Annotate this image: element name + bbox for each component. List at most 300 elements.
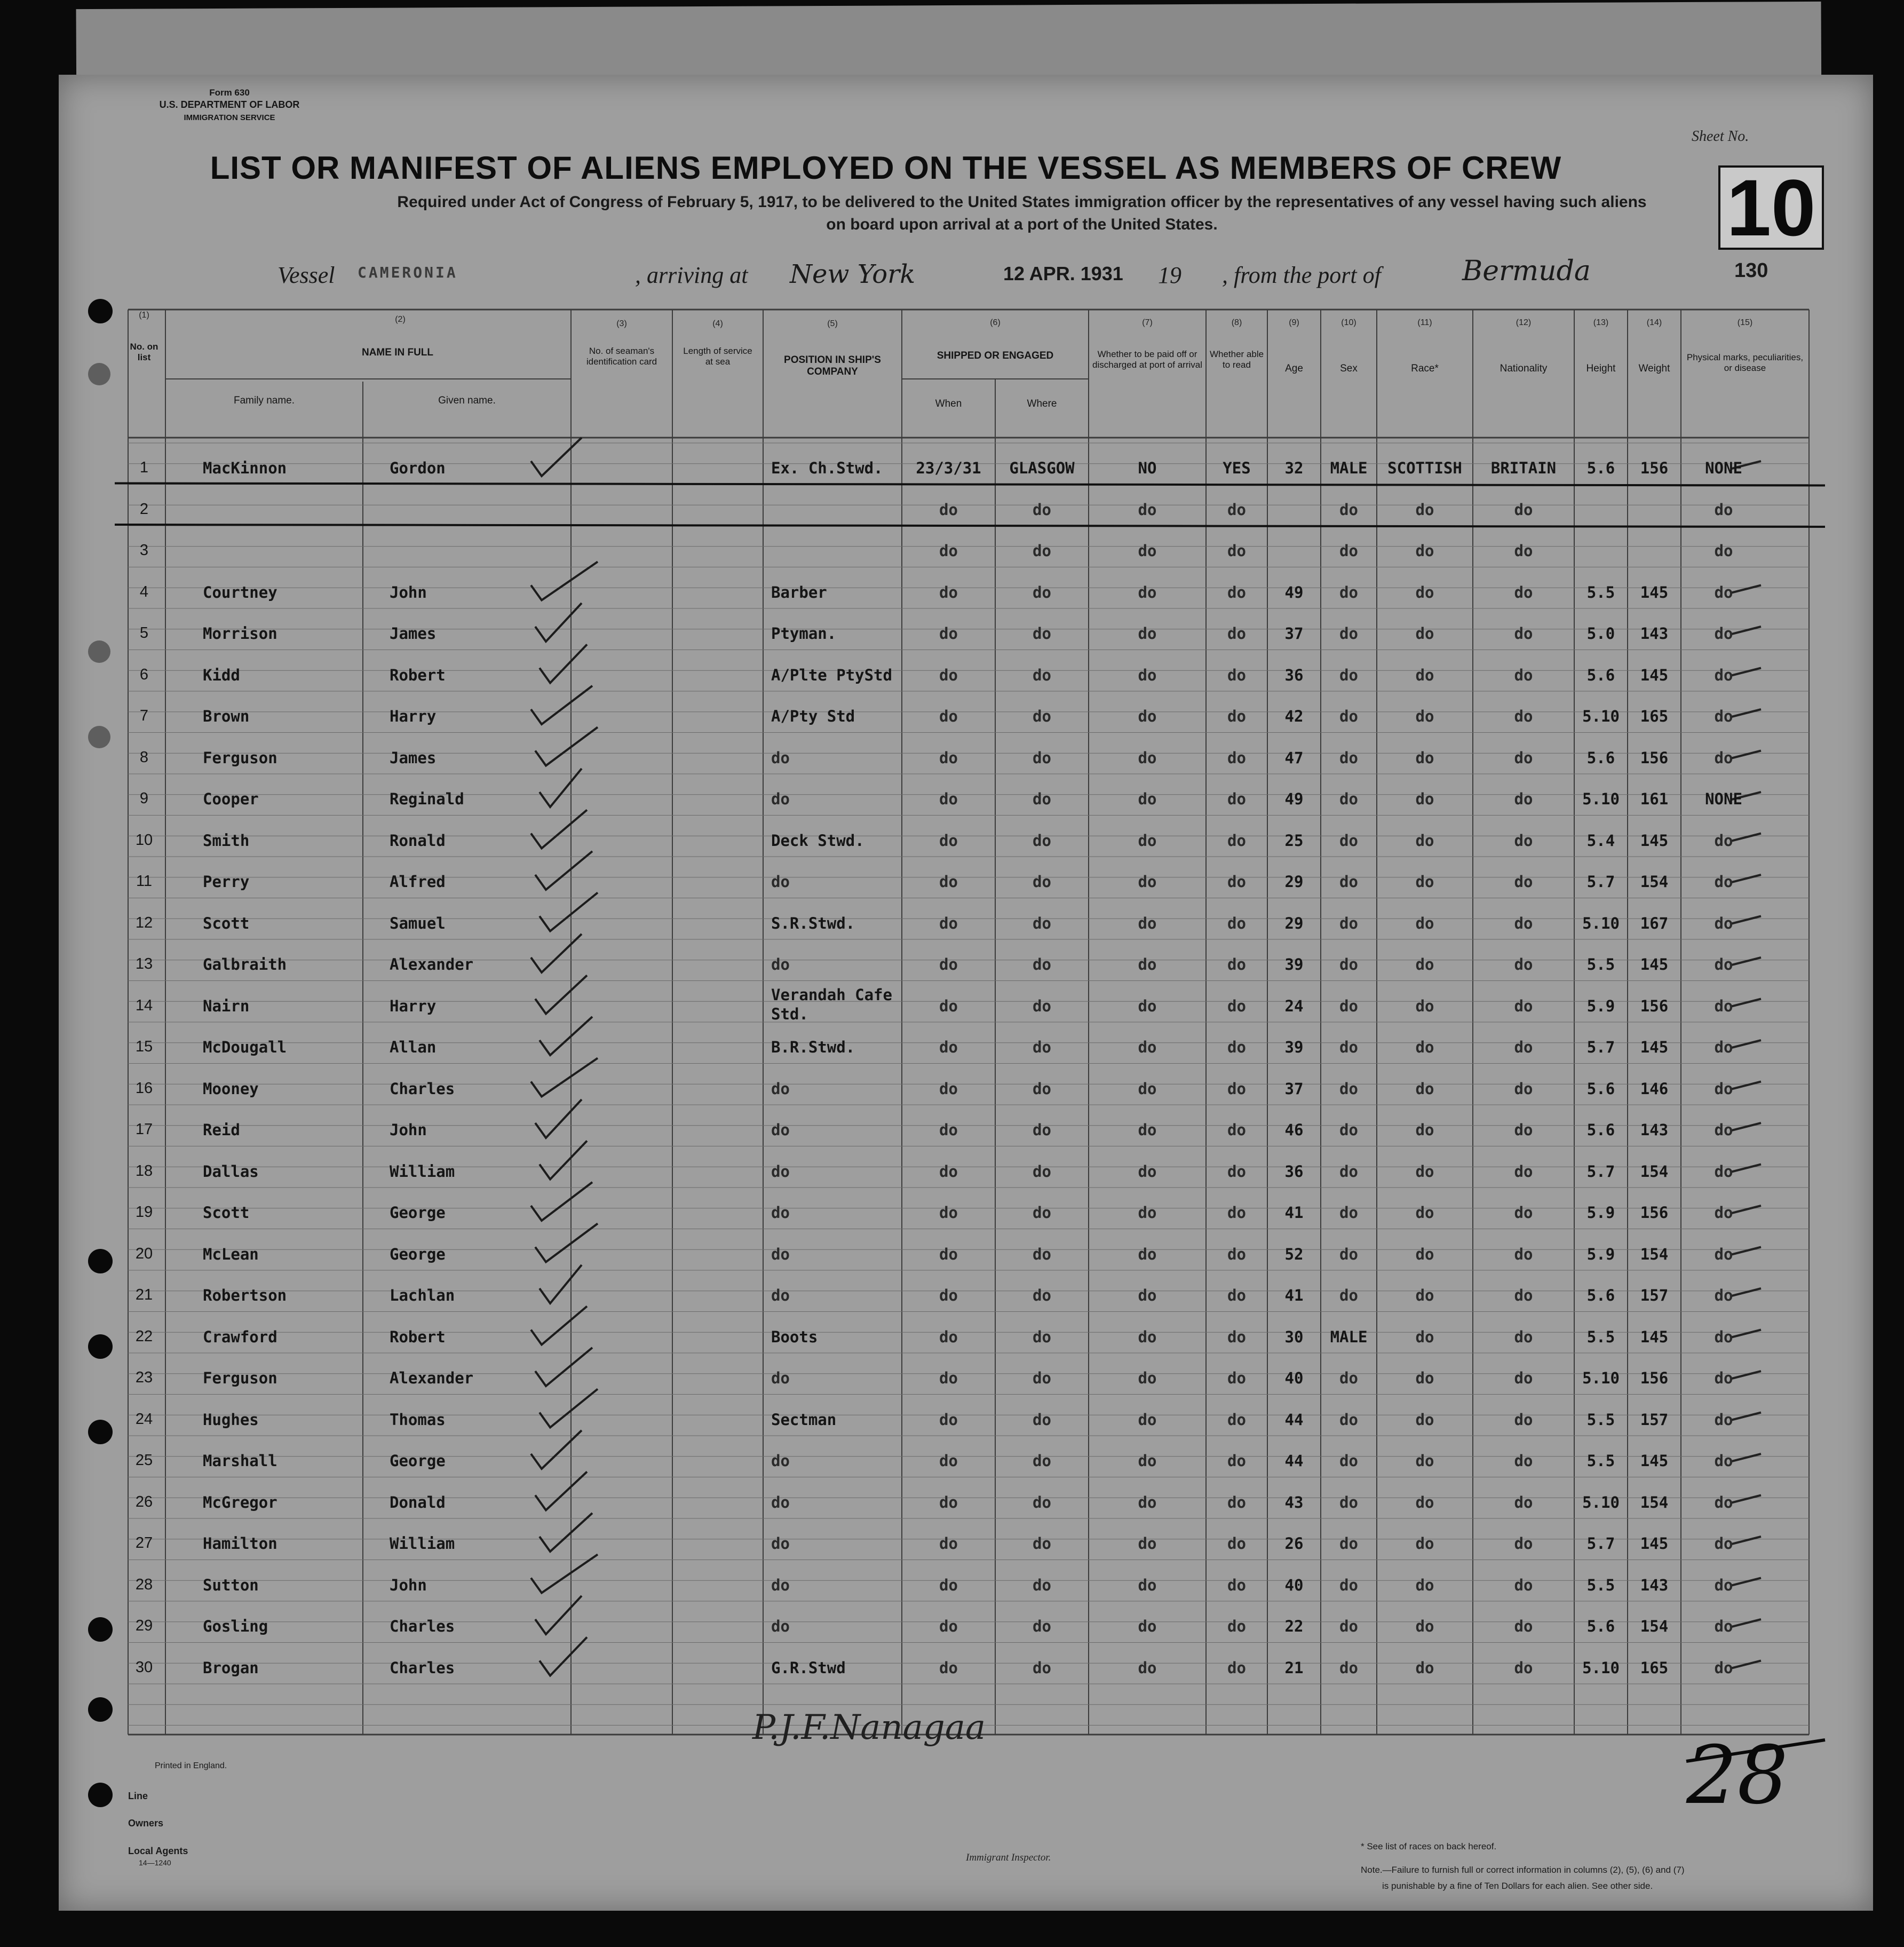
cell-where: do [1033, 873, 1051, 891]
col-num: (15) [1737, 318, 1753, 327]
cell-given: Lachlan [390, 1286, 455, 1304]
cell-no: 4 [139, 583, 149, 600]
cell-paid: do [1138, 748, 1157, 767]
cell-nationality: do [1514, 1162, 1533, 1181]
cell-age: 29 [1284, 914, 1304, 932]
header-family-name: Family name. [233, 395, 295, 406]
cell-paid: do [1138, 996, 1157, 1015]
cell-no: 12 [135, 914, 153, 931]
cell-sex: do [1339, 1534, 1358, 1553]
cell-height: 5.7 [1586, 1162, 1615, 1181]
cell-no: 24 [135, 1410, 153, 1428]
cell-given: Alexander [390, 1369, 474, 1387]
col-num: (3) [616, 319, 627, 328]
cell-marks: do [1714, 583, 1733, 601]
from-port-label: , from the port of [1222, 262, 1381, 288]
cell-where: do [1033, 707, 1051, 725]
cell-race: do [1415, 707, 1434, 725]
cell-sex: do [1339, 914, 1358, 932]
cell-read: do [1227, 1410, 1246, 1429]
cell-sex: do [1339, 1493, 1358, 1511]
col-num: (9) [1289, 318, 1299, 327]
cell-height: 5.5 [1586, 1410, 1615, 1429]
cell-nationality: do [1514, 666, 1533, 684]
cell-paid: do [1138, 1079, 1157, 1098]
cell-when: do [939, 1534, 958, 1553]
cell-nationality: do [1514, 1204, 1533, 1222]
cell-marks: do [1714, 1369, 1733, 1387]
cell-paid: do [1138, 955, 1157, 973]
cell-read: do [1227, 1617, 1246, 1635]
cell-race: do [1415, 542, 1434, 560]
cell-given: George [390, 1204, 446, 1222]
cell-sex: do [1339, 666, 1358, 684]
cell-given: Charles [390, 1079, 455, 1098]
cell-when: do [939, 748, 958, 767]
cell-no: 14 [135, 996, 153, 1014]
cell-marks: do [1714, 1245, 1733, 1263]
cell-weight: 156 [1640, 996, 1669, 1015]
cell-height: 5.9 [1586, 1204, 1615, 1222]
cell-marks: do [1714, 831, 1733, 850]
cell-sex: do [1339, 1204, 1358, 1222]
cell-weight: 145 [1640, 1327, 1669, 1346]
cell-position: Sectman [771, 1410, 837, 1429]
cell-paid: do [1138, 831, 1157, 850]
cell-no: 6 [139, 666, 149, 683]
cell-nationality: do [1514, 1658, 1533, 1677]
cell-weight: 161 [1640, 790, 1669, 808]
cell-read: do [1227, 1286, 1246, 1304]
cell-age: 39 [1284, 955, 1304, 973]
cell-nationality: do [1514, 831, 1533, 850]
cell-marks: do [1714, 1493, 1733, 1511]
cell-height: 5.7 [1586, 1038, 1615, 1056]
page-title: LIST OR MANIFEST OF ALIENS EMPLOYED ON THE VESSEL AS MEMBERS OF CREW [210, 150, 1562, 186]
cell-read: do [1227, 1038, 1246, 1056]
cell-family: McDougall [203, 1038, 287, 1056]
cell-family: Nairn [203, 996, 250, 1015]
cell-where: do [1033, 542, 1051, 560]
col-num: (6) [990, 318, 1001, 327]
cell-read: do [1227, 1369, 1246, 1387]
cell-marks: do [1714, 1452, 1733, 1470]
cell-paid: do [1138, 1452, 1157, 1470]
col-num: (13) [1593, 318, 1609, 327]
cell-race: do [1415, 748, 1434, 767]
header-shipped-engaged: SHIPPED OR ENGAGED [937, 350, 1054, 361]
cell-height: 5.7 [1586, 873, 1615, 891]
cell-where: do [1033, 583, 1051, 601]
cell-read: YES [1223, 459, 1251, 477]
cell-sex: do [1339, 1121, 1358, 1139]
cell-paid: do [1138, 1121, 1157, 1139]
strike-line [115, 484, 1825, 486]
cell-paid: do [1138, 1534, 1157, 1553]
cell-when: do [939, 1617, 958, 1635]
cell-marks: do [1714, 1162, 1733, 1181]
cell-when: do [939, 1452, 958, 1470]
cell-when: do [939, 1245, 958, 1263]
cell-race: do [1415, 1286, 1434, 1304]
cell-paid: do [1138, 1204, 1157, 1222]
cell-paid: do [1138, 1493, 1157, 1511]
cell-position: Deck Stwd. [771, 831, 864, 850]
cell-nationality: do [1514, 1576, 1533, 1594]
cell-when: do [939, 831, 958, 850]
form-number: Form 630 [209, 88, 250, 98]
cell-weight: 145 [1640, 1038, 1669, 1056]
cell-where: do [1033, 748, 1051, 767]
cell-age: 39 [1284, 1038, 1304, 1056]
cell-sex: do [1339, 500, 1358, 519]
arriving-label: , arriving at [635, 262, 748, 288]
cell-age: 32 [1284, 459, 1304, 477]
cell-nationality: do [1514, 1410, 1533, 1429]
cell-position: Barber [771, 583, 827, 601]
cell-age: 30 [1284, 1327, 1304, 1346]
header-height: Height [1586, 363, 1616, 374]
cell-given: Robert [390, 666, 446, 684]
cell-family: MacKinnon [203, 459, 287, 477]
cell-nationality: do [1514, 1452, 1533, 1470]
cell-height: 5.6 [1586, 1617, 1615, 1635]
cell-family: Smith [203, 831, 250, 850]
cell-read: do [1227, 873, 1246, 891]
cell-sex: do [1339, 873, 1358, 891]
cell-marks: do [1714, 1576, 1733, 1594]
cell-read: do [1227, 1162, 1246, 1181]
cell-sex: do [1339, 624, 1358, 643]
cell-age: 29 [1284, 873, 1304, 891]
fine-note: Note.—Failure to furnish full or correct information in columns (2), (5), (6) and (7) [1361, 1865, 1685, 1875]
cell-height: 5.5 [1586, 583, 1615, 601]
sheet-label: Sheet No. [1692, 128, 1749, 145]
cell-marks: NONE [1705, 459, 1742, 477]
cell-when: do [939, 1658, 958, 1677]
department-name: U.S. DEPARTMENT OF LABOR [159, 99, 300, 110]
cell-sex: do [1339, 1617, 1358, 1635]
cell-family: Gosling [203, 1617, 268, 1635]
inspector-signature: P.J.F.Nanagaa [752, 1708, 986, 1747]
cell-paid: do [1138, 1369, 1157, 1387]
cell-where: GLASGOW [1009, 459, 1075, 477]
cell-given: George [390, 1245, 446, 1263]
cell-given: Harry [390, 707, 437, 725]
cell-no: 25 [135, 1452, 153, 1469]
cell-race: do [1415, 1038, 1434, 1056]
header-name-in-full: NAME IN FULL [361, 347, 434, 358]
cell-given: George [390, 1452, 446, 1470]
tally-number: 28 [1686, 1729, 1788, 1822]
cell-race: do [1415, 624, 1434, 643]
cell-position: do [771, 1286, 790, 1304]
cell-no: 27 [135, 1534, 153, 1552]
cell-height: 5.6 [1586, 1121, 1615, 1139]
cell-height: 5.6 [1586, 1286, 1615, 1304]
cell-nationality: BRITAIN [1490, 459, 1557, 477]
cell-sex: do [1339, 707, 1358, 725]
cell-when: do [939, 1327, 958, 1346]
cell-given: Samuel [390, 914, 446, 932]
cell-weight: 143 [1640, 1121, 1669, 1139]
cell-given: Reginald [390, 790, 464, 808]
cell-age: 44 [1284, 1410, 1304, 1429]
cell-weight: 145 [1640, 1452, 1669, 1470]
cell-age: 21 [1284, 1658, 1304, 1677]
cell-read: do [1227, 1204, 1246, 1222]
cell-where: do [1033, 914, 1051, 932]
cell-marks: do [1714, 1204, 1733, 1222]
cell-where: do [1033, 1204, 1051, 1222]
cell-race: do [1415, 1204, 1434, 1222]
cell-when: do [939, 1493, 958, 1511]
cell-age: 37 [1284, 624, 1304, 643]
cell-family: Perry [203, 873, 250, 891]
cell-when: do [939, 955, 958, 973]
cell-family: Crawford [203, 1327, 277, 1346]
cell-read: do [1227, 1658, 1246, 1677]
cell-race: do [1415, 1327, 1434, 1346]
cell-age: 22 [1284, 1617, 1304, 1635]
cell-marks: do [1714, 542, 1733, 560]
cell-marks: do [1714, 1038, 1733, 1056]
cell-height: 5.7 [1586, 1534, 1615, 1553]
cell-family: Marshall [203, 1452, 277, 1470]
cell-position: do [771, 1121, 790, 1139]
cell-given: Allan [390, 1038, 437, 1056]
cell-family: Brogan [203, 1658, 259, 1677]
cell-no: 9 [139, 790, 149, 807]
cell-sex: do [1339, 955, 1358, 973]
cell-family: Galbraith [203, 955, 287, 973]
cell-given: Alexander [390, 955, 474, 973]
cell-when: do [939, 666, 958, 684]
cell-read: do [1227, 1245, 1246, 1263]
cell-when: 23/3/31 [916, 459, 981, 477]
cell-marks: NONE [1705, 790, 1742, 808]
cell-where: do [1033, 996, 1051, 1015]
cell-read: do [1227, 1079, 1246, 1098]
cell-no: 5 [139, 624, 149, 642]
cell-position: do [771, 1204, 790, 1222]
cell-where: do [1033, 790, 1051, 808]
cell-nationality: do [1514, 1038, 1533, 1056]
cell-sex: do [1339, 1410, 1358, 1429]
cell-no: 29 [135, 1617, 153, 1634]
cell-paid: do [1138, 1245, 1157, 1263]
cell-nationality: do [1514, 1617, 1533, 1635]
cell-given: John [390, 1576, 427, 1594]
cell-sex: do [1339, 790, 1358, 808]
fine-note-2: is punishable by a fine of Ten Dollars for each alien. See other side. [1382, 1881, 1653, 1891]
header-where: Where [1027, 398, 1057, 409]
cell-height: 5.10 [1582, 1658, 1620, 1677]
cell-no: 18 [135, 1162, 153, 1180]
cell-where: do [1033, 1576, 1051, 1594]
cell-weight: 156 [1640, 1204, 1669, 1222]
cell-read: do [1227, 1452, 1246, 1470]
cell-age: 26 [1284, 1534, 1304, 1553]
cell-nationality: do [1514, 1327, 1533, 1346]
cell-when: do [939, 996, 958, 1015]
cell-position: do [771, 790, 790, 808]
col-num: (4) [712, 319, 723, 328]
cell-where: do [1033, 624, 1051, 643]
header-physical-marks: Physical marks, peculiarities, or disease [1686, 352, 1804, 373]
col-num: (10) [1341, 318, 1356, 327]
cell-nationality: do [1514, 500, 1533, 519]
cell-marks: do [1714, 500, 1733, 519]
cell-family: Robertson [203, 1286, 287, 1304]
cell-weight: 145 [1640, 955, 1669, 973]
arriving-port: New York [790, 259, 916, 289]
cell-paid: do [1138, 1617, 1157, 1635]
cell-age: 37 [1284, 1079, 1304, 1098]
cell-height: 5.6 [1586, 748, 1615, 767]
cell-where: do [1033, 1079, 1051, 1098]
cell-height: 5.10 [1582, 914, 1620, 932]
cell-nationality: do [1514, 914, 1533, 932]
header-able-to-read: Whether able to read [1209, 349, 1264, 370]
cell-paid: NO [1138, 459, 1157, 477]
header-nationality: Nationality [1500, 363, 1548, 374]
cell-when: do [939, 1162, 958, 1181]
cell-no: 23 [135, 1369, 153, 1386]
cell-sex: do [1339, 542, 1358, 560]
cell-paid: do [1138, 1286, 1157, 1304]
cell-race: do [1415, 1410, 1434, 1429]
page-stamp-number: 130 [1734, 259, 1768, 282]
header-given-name: Given name. [438, 395, 496, 406]
cell-paid: do [1138, 1576, 1157, 1594]
cell-age: 47 [1284, 748, 1304, 767]
cell-age: 46 [1284, 1121, 1304, 1139]
cell-where: do [1033, 831, 1051, 850]
cell-family: Cooper [203, 790, 259, 808]
cell-read: do [1227, 790, 1246, 808]
col-num: (11) [1417, 318, 1432, 327]
cell-when: do [939, 873, 958, 891]
cell-weight: 157 [1640, 1410, 1669, 1429]
cell-nationality: do [1514, 748, 1533, 767]
cell-marks: do [1714, 1658, 1733, 1677]
cell-weight: 143 [1640, 624, 1669, 643]
cell-given: Charles [390, 1658, 455, 1677]
cell-weight: 165 [1640, 1658, 1669, 1677]
cell-sex: MALE [1330, 1327, 1368, 1346]
cell-family: Brown [203, 707, 250, 725]
cell-marks: do [1714, 748, 1733, 767]
cell-given: Alfred [390, 873, 446, 891]
cell-nationality: do [1514, 583, 1533, 601]
cell-when: do [939, 1079, 958, 1098]
cell-no: 19 [135, 1204, 153, 1221]
cell-no: 22 [135, 1327, 153, 1345]
cell-age: 49 [1284, 583, 1304, 601]
cell-nationality: do [1514, 1245, 1533, 1263]
cell-height: 5.6 [1586, 459, 1615, 477]
cell-race: do [1415, 914, 1434, 932]
cell-race: do [1415, 500, 1434, 519]
cell-nationality: do [1514, 955, 1533, 973]
cell-when: do [939, 500, 958, 519]
col-num: (2) [395, 315, 406, 324]
col-num: (12) [1516, 318, 1532, 327]
cell-no: 13 [135, 955, 153, 972]
cell-paid: do [1138, 790, 1157, 808]
cell-when: do [939, 790, 958, 808]
cell-age: 40 [1284, 1576, 1304, 1594]
cell-nationality: do [1514, 1493, 1533, 1511]
cell-marks: do [1714, 624, 1733, 643]
cell-when: do [939, 707, 958, 725]
cell-position: S.R.Stwd. [771, 914, 855, 932]
cell-no: 20 [135, 1245, 153, 1262]
cell-no: 26 [135, 1493, 153, 1510]
cell-weight: 145 [1640, 583, 1669, 601]
cell-weight: 156 [1640, 748, 1669, 767]
cell-height: 5.10 [1582, 707, 1620, 725]
cell-sex: do [1339, 1452, 1358, 1470]
cell-where: do [1033, 1245, 1051, 1263]
cell-height: 5.9 [1586, 1245, 1615, 1263]
cell-where: do [1033, 1410, 1051, 1429]
cell-weight: 145 [1640, 831, 1669, 850]
cell-given: James [390, 624, 437, 643]
cell-age: 44 [1284, 1452, 1304, 1470]
cell-height: 5.10 [1582, 1493, 1620, 1511]
cell-given: Harry [390, 996, 437, 1015]
header-no-on-list: No. on list [130, 342, 158, 362]
vessel-label: Vessel [277, 262, 335, 288]
strike-line [115, 525, 1825, 527]
cell-weight: 156 [1640, 1369, 1669, 1387]
cell-race: do [1415, 955, 1434, 973]
cell-marks: do [1714, 1121, 1733, 1139]
cell-age: 42 [1284, 707, 1304, 725]
cell-family: Reid [203, 1121, 240, 1139]
cell-sex: do [1339, 583, 1358, 601]
cell-marks: do [1714, 1286, 1733, 1304]
cell-when: do [939, 914, 958, 932]
cell-height: 5.5 [1586, 1452, 1615, 1470]
cell-race: do [1415, 1121, 1434, 1139]
cell-where: do [1033, 1286, 1051, 1304]
cell-family: McLean [203, 1245, 259, 1263]
cell-where: do [1033, 1658, 1051, 1677]
cell-read: do [1227, 583, 1246, 601]
cell-when: do [939, 1121, 958, 1139]
cell-given: Ronald [390, 831, 446, 850]
cell-height: 5.5 [1586, 955, 1615, 973]
cell-weight: 167 [1640, 914, 1669, 932]
cell-age: 36 [1284, 1162, 1304, 1181]
cell-paid: do [1138, 542, 1157, 560]
header-paid-off: Whether to be paid off or discharged at port of arrival [1092, 349, 1202, 370]
cell-race: do [1415, 666, 1434, 684]
header-weight: Weight [1638, 363, 1670, 374]
cell-sex: do [1339, 831, 1358, 850]
cell-sex: MALE [1330, 459, 1368, 477]
cell-where: do [1033, 1493, 1051, 1511]
header-sex: Sex [1340, 363, 1358, 374]
header-position: POSITION IN SHIP'S COMPANY [784, 354, 881, 377]
cell-family: McGregor [203, 1493, 277, 1511]
cell-weight: 145 [1640, 1534, 1669, 1553]
cell-nationality: do [1514, 542, 1533, 560]
cell-nationality: do [1514, 873, 1533, 891]
